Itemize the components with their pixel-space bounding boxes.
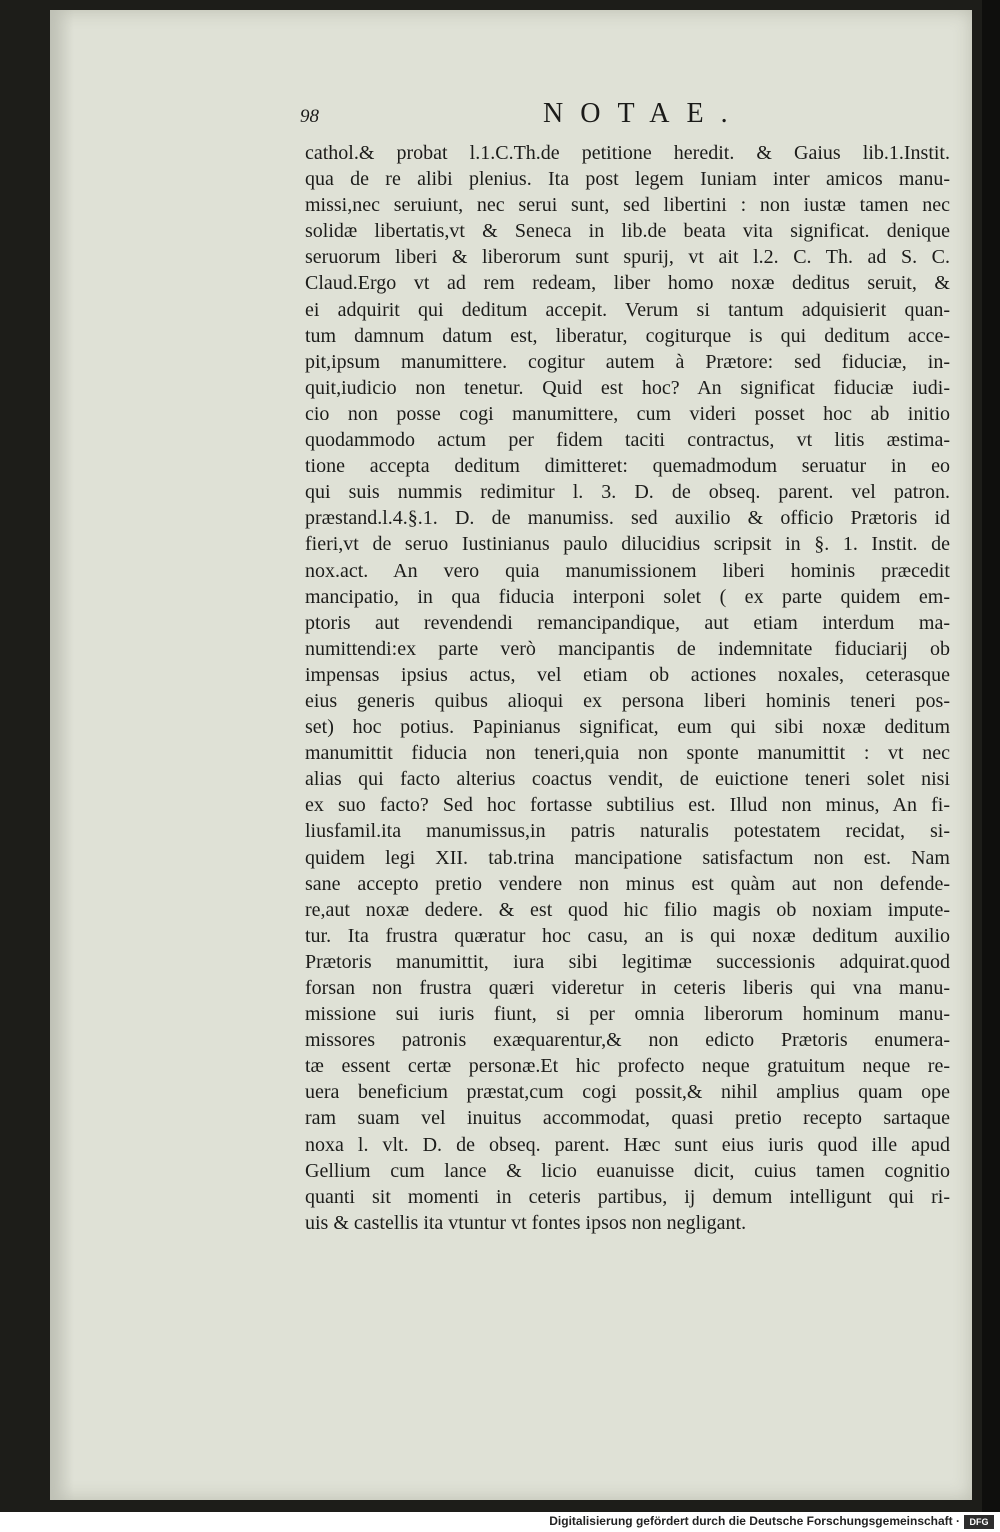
- text-line: uera beneficium præstat,cum cogi possit,& nihil amplius quam ope: [305, 1081, 950, 1104]
- page-number: 98: [300, 106, 319, 127]
- text-line: missione sui iuris fiunt, si per omnia liberorum hominum manu-: [305, 1003, 950, 1026]
- text-line: missores patronis exæquarentur,& non edicto Prætoris enumera-: [305, 1029, 950, 1052]
- scan-edge-bar: [982, 0, 1000, 1512]
- text-line: eius generis quibus alioqui ex persona liberi hominis teneri pos-: [305, 689, 950, 712]
- text-line: ptoris aut revendendi remancipandique, aut etiam interdum ma-: [305, 611, 950, 634]
- text-line: set) hoc potius. Papinianus significat, eum qui sibi noxæ deditum: [305, 716, 950, 739]
- text-line: alias qui facto alterius coactus vendit, de euictione teneri solet nisi: [305, 768, 950, 791]
- dfg-logo: DFG: [964, 1515, 994, 1529]
- text-line: quidem legi XII. tab.trina mancipatione satisfactum non est. Nam: [305, 846, 950, 869]
- text-line: impensas ipsius actus, vel etiam ob actiones noxales, ceterasque: [305, 663, 950, 686]
- text-line: quit,iudicio non tenetur. Quid est hoc? An significat fiduciæ iudi-: [305, 376, 950, 399]
- text-line: cathol.& probat l.1.C.Th.de petitione heredit. & Gaius lib.1.Instit.: [305, 142, 950, 164]
- running-title: NOTAE.: [543, 98, 745, 129]
- text-line: præstand.l.4.§.1. D. de manumiss. sed auxilio & officio Prætoris id: [305, 507, 950, 530]
- text-line: quodammodo actum per fidem taciti contractus, vt litis æstima-: [305, 429, 950, 452]
- page-header: [300, 98, 745, 138]
- text-line: liusfamil.ita manumissus,in patris naturalis potestatem recidat, si-: [305, 820, 950, 843]
- text-line: Claud.Ergo vt ad rem redeam, liber homo noxæ deditus seruit, &: [305, 272, 950, 295]
- text-line: tur. Ita frustra quæratur hoc casu, an is qui noxæ deditum auxilio: [305, 924, 950, 947]
- text-line: seruorum liberi & liberorum sunt spurij, vt ait l.2. C. Th. ad S. C.: [305, 246, 950, 269]
- text-line: ram suam vel inuitus accommodat, quasi pretio recepto sartaque: [305, 1107, 950, 1130]
- text-line: numittendi:ex parte verò mancipantis de indemnitate fiduciarij ob: [305, 637, 950, 660]
- text-line: forsan non frustra quæri videretur in ceteris liberis qui vna manu-: [305, 977, 950, 999]
- text-line: qua de re alibi plenius. Ita post legem Iuniam inter amicos manu-: [305, 168, 950, 191]
- text-line: fieri,vt de seruo Iustinianus paulo dilucidius scripsit in §. 1. Instit. de: [305, 533, 950, 556]
- text-line: tum damnum datum est, liberatur, cogiturque is qui deditum acce-: [305, 324, 950, 347]
- text-line: ei adquirit qui deditum accepit. Verum si tantum adquisierit quan-: [305, 298, 950, 321]
- text-line: tæ essent certæ personæ.Et hic profecto neque gratuitum neque re-: [305, 1055, 950, 1078]
- text-line: cio non posse cogi manumittere, cum videri posset hoc ab initio: [305, 402, 950, 425]
- text-line: sane accepto pretio vendere non minus est quàm aut non defende-: [305, 872, 950, 895]
- digitization-footer: [0, 1512, 1000, 1532]
- text-line: solidæ libertatis,vt & Seneca in lib.de beata vita significat. denique: [305, 220, 950, 243]
- text-line: mancipatio, in qua fiducia interponi solet ( ex parte quidem em-: [305, 585, 950, 608]
- text-line: manumittit fiducia non teneri,quia non sponte manumittit : vt nec: [305, 742, 950, 765]
- text-line: re,aut noxæ dedere. & est quod hic filio magis ob noxiam impute-: [305, 898, 950, 921]
- text-line: pit,ipsum manumittere. cogitur autem à Prætore: sed fiduciæ, in-: [305, 350, 950, 373]
- funding-notice: Digitalisierung gefördert durch die Deutsche Forschungsgemeinschaft ·: [549, 1514, 960, 1528]
- page-gutter-shadow: [50, 10, 74, 1500]
- text-line: quanti sit momenti in ceteris partibus, ij demum intelligunt qui ri-: [305, 1185, 950, 1208]
- text-line: ex suo facto? Sed hoc fortasse subtilius est. Illud non minus, An fi-: [305, 794, 950, 817]
- text-line: missi,nec seruiunt, nec serui sunt, sed libertini : non iustæ tamen nec: [305, 194, 950, 217]
- text-line: uis & castellis ita vtuntur vt fontes ipsos non negligant.: [305, 1211, 747, 1234]
- body-text: [305, 140, 950, 1236]
- text-line: Gellium cum lance & licio euanuisse dicit, cuius tamen cognitio: [305, 1159, 950, 1182]
- text-line: noxa l. vlt. D. de obseq. parent. Hæc sunt eius iuris quod ille apud: [305, 1133, 950, 1156]
- text-line: Prætoris manumittit, iura sibi legitimæ successionis adquirat.quod: [305, 950, 950, 973]
- text-line: nox.act. An vero quia manumissionem liberi hominis præcedit: [305, 559, 950, 582]
- text-line: tione accepta deditum dimitteret: quemadmodum seruatur in eo: [305, 455, 950, 478]
- text-line: qui suis nummis redimitur l. 3. D. de obseq. parent. vel patron.: [305, 481, 950, 504]
